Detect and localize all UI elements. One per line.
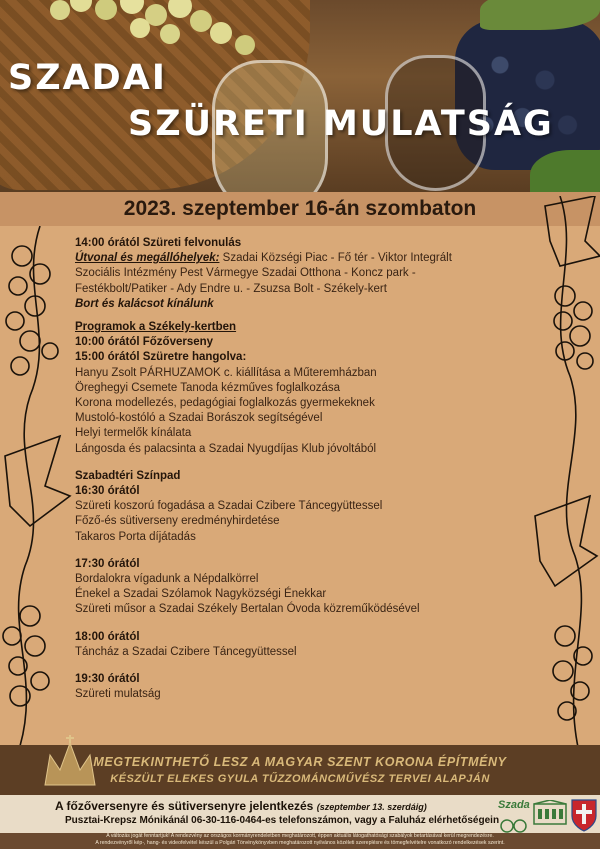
- title-line-2: SZÜRETI MULATSÁG: [128, 104, 554, 144]
- list-item: Szüreti mulatság: [75, 688, 161, 701]
- block-time: 18:00 órától: [75, 630, 140, 643]
- kert-heading: Programok a Székely-kertben: [75, 321, 237, 334]
- program-content: [75, 236, 525, 702]
- registration-line: [55, 799, 427, 813]
- list-item: Szüreti koszorú fogadása a Szadai Czibere Táncegyüttessel: [75, 500, 383, 513]
- registration-text: A főzőversenyre és sütiversenyre jelentkezés: [55, 799, 314, 813]
- route-offer: Bort és kalácsot kínálunk: [75, 297, 214, 310]
- grape-vine-left-icon: [0, 226, 75, 746]
- registration-deadline: (szeptember 13. szerdáig): [316, 802, 427, 812]
- route-line-3: Festékbolt/Patiker - Ady Endre u. - Zsuzsa Bolt - Székely-kert: [75, 282, 387, 295]
- coat-of-arms-icon: [571, 798, 597, 832]
- opening-parade: 14:00 órától Szüreti felvonulás: [75, 237, 242, 249]
- route-label: Útvonal és megállóhelyek:: [75, 252, 220, 265]
- grape-vine-right-icon: [525, 196, 600, 756]
- hero-image: [0, 0, 600, 192]
- crown-announcement-band: [0, 745, 600, 795]
- list-item: Táncház a Szadai Czibere Táncegyüttessel: [75, 645, 297, 658]
- event-date: 2023. szeptember 16-án szombaton: [0, 192, 600, 226]
- list-item: Szüreti műsor a Szadai Székely Bertalan Óvoda közreműködésével: [75, 603, 420, 616]
- list-item: Korona modellezés, pedagógiai foglalkozás gyermekeknek: [75, 397, 375, 410]
- registration-contact: Pusztai-Krepsz Mónikánál 06-30-116-0464-es telefonszámon, vagy a Faluház elérhetőségein: [65, 815, 500, 826]
- tune-in-heading: 15:00 órától Szüretre hangolva:: [75, 351, 247, 364]
- disclaimer-line-1: A változás jogát fenntartjuk! A rendezvény az országos kormányrendeletben meghatározott, éppen aktuális látogathatósági szabályok betartásával kerül megrendezésre.: [106, 833, 494, 839]
- cooking-contest: 10:00 órától Főzőverseny: [75, 336, 214, 349]
- crown-line-1: MEGTEKINTHETŐ LESZ A MAGYAR SZENT KORONA ÉPÍTMÉNY: [93, 755, 507, 769]
- list-item: Mustoló-kostóló a Szadai Borászok segítségével: [75, 412, 323, 425]
- disclaimer-line-2: A rendezvényről kép-, hang- és videofelvétel készül a Polgári Törvénykönyvben meghatározott nyilvános közéleti szereplésre és tömegfelvételre vonatkozó rendelkezések szerint.: [95, 840, 505, 846]
- route-text-1: Szadai Községi Piac - Fő tér - Viktor Integrált: [219, 252, 452, 265]
- disclaimer: [0, 833, 600, 849]
- list-item: Énekel a Szadai Szólamok Nagyközségi Énekkar: [75, 588, 327, 601]
- title-line-1: SZADAI: [8, 58, 167, 98]
- stage-heading: Szabadtéri Színpad: [75, 469, 181, 482]
- list-item: Öreghegyi Csemete Tanoda kézműves foglalkozása: [75, 381, 341, 394]
- block-time: 19:30 órától: [75, 673, 140, 686]
- route-line-1: [75, 251, 525, 266]
- list-item: Bordalokra vígadunk a Népdalkörrel: [75, 573, 259, 586]
- szada-logo-text: Szada: [498, 799, 530, 811]
- partner-logo-icon: [500, 819, 528, 833]
- route-line-2: Szociális Intézmény Pest Vármegye Szadai Otthona - Koncz park -: [75, 267, 416, 280]
- list-item: Takaros Porta díjátadás: [75, 530, 196, 543]
- list-item: Helyi termelők kínálata: [75, 427, 192, 440]
- block-time: 17:30 órától: [75, 557, 140, 570]
- list-item: Hanyu Zsolt PÁRHUZAMOK c. kiállítása a Műteremházban: [75, 366, 377, 379]
- crown-line-2: KÉSZÜLT ELEKES GYULA TŰZZOMÁNCMŰVÉSZ TERVEI ALAPJÁN: [110, 773, 490, 785]
- faluhaz-logo-icon: [533, 800, 567, 828]
- list-item: Főző-és sütiverseny eredményhirdetése: [75, 515, 280, 528]
- block-time: 16:30 órától: [75, 485, 140, 498]
- list-item: Lángosda és palacsinta a Szadai Nyugdíjas Klub jóvoltából: [75, 442, 377, 455]
